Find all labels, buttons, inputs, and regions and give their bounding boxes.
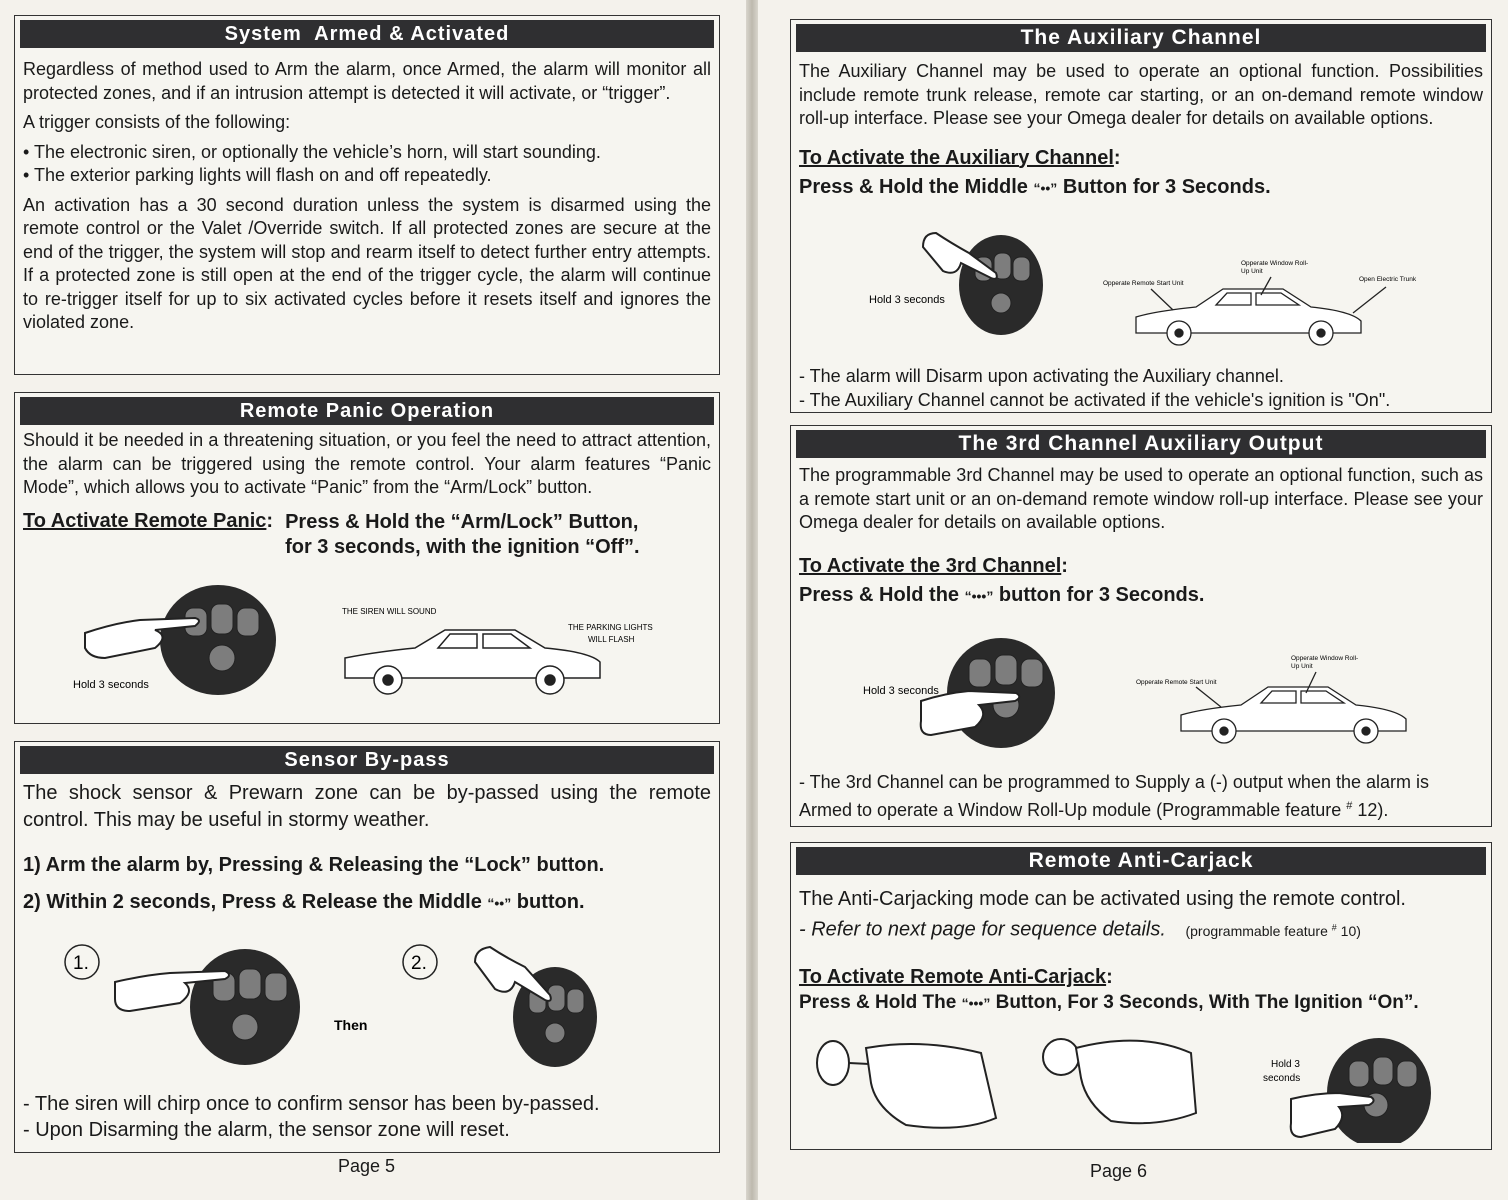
step1-badge-label: 1.	[73, 953, 89, 974]
ignition-key-on-icon	[1043, 1039, 1196, 1123]
panic-lights-caption-2: WILL FLASH	[588, 635, 635, 644]
carjack-instruction	[799, 991, 1483, 1015]
bypass-illustration	[55, 937, 675, 1077]
third-note	[799, 770, 1483, 822]
third-note-hash: #	[1346, 800, 1353, 812]
bypass-step2-symbol: “••”	[487, 895, 512, 911]
aux-cap-window-1: Opperate Window Roll-	[1241, 260, 1309, 267]
carjack-refer: - Refer to next page for sequence details.	[799, 918, 1166, 941]
third-note-text: - The 3rd Channel can be programmed to Supply a (-) output when the alarm is Armed to operate a Window Roll-Up module (Programmable feature	[799, 772, 1429, 820]
aux-instruction	[799, 176, 1483, 201]
aux-note2: - The Auxiliary Channel cannot be activated if the vehicle's ignition is "On".	[799, 390, 1391, 410]
panic-instruction-line2: for 3 seconds, with the ignition “Off”.	[285, 535, 640, 558]
aux-instruction-text: Press & Hold the Middle	[799, 176, 1034, 198]
panic-title: Remote Panic Operation	[20, 397, 714, 425]
armed-section	[14, 15, 720, 375]
aux-colon: :	[1113, 146, 1121, 169]
armed-intro: Regardless of method used to Arm the alarm, once Armed, the alarm will monitor all protected zones, and if an intrusion attempt is detected it will activate, or “trigger”.	[23, 59, 711, 103]
remote-fob-icon	[1327, 1038, 1431, 1143]
third-illustration	[851, 631, 1471, 756]
bypass-section	[14, 741, 720, 1153]
aux-title: The Auxiliary Channel	[796, 24, 1486, 52]
bypass-step2-end: button.	[511, 891, 585, 913]
panic-section	[14, 392, 720, 724]
third-cap-window-1: Opperate Window Roll-	[1291, 655, 1359, 662]
third-note-end: 12).	[1352, 800, 1389, 820]
carjack-body: The Anti-Carjacking mode can be activated using the remote control.	[799, 888, 1406, 910]
armed-bullet-list	[23, 141, 711, 188]
remote-fob-step1-icon	[190, 949, 300, 1065]
page-number-left: Page 5	[338, 1156, 396, 1176]
bypass-note1: - The siren will chirp once to confirm sensor has been by-passed.	[23, 1093, 600, 1115]
third-activate-label: To Activate the 3rd Channel	[799, 554, 1062, 577]
aux-hold-caption: Hold 3 seconds	[869, 294, 945, 306]
carjack-feature-end: 10)	[1336, 922, 1361, 939]
ignition-key-off-icon	[817, 1041, 996, 1128]
aux-section	[790, 19, 1492, 413]
bypass-title: Sensor By-pass	[20, 746, 714, 774]
third-activate-row	[799, 555, 1483, 579]
panic-body: Should it be needed in a threatening situation, or you feel the need to attract attention, the alarm can be triggered using the remote control. Your alarm features “Panic Mode”, which allows you to activate “Panic” from the “Arm/Lock” button.	[23, 430, 711, 497]
panic-colon: :	[266, 509, 274, 532]
panic-instruction-line1: Press & Hold the “Arm/Lock” Button,	[285, 510, 639, 533]
remote-fob-icon	[959, 235, 1043, 335]
remote-fob-icon	[160, 585, 276, 695]
panic-siren-caption: THE SIREN WILL SOUND	[342, 607, 437, 616]
armed-title: System Armed & Activated	[20, 20, 714, 48]
carjack-hold-caption-2: seconds	[1263, 1073, 1301, 1084]
carjack-activate-label: To Activate Remote Anti-Carjack	[799, 965, 1107, 988]
aux-activate-label: To Activate the Auxiliary Channel	[799, 146, 1114, 169]
aux-note1: - The alarm will Disarm upon activating the Auxiliary channel.	[799, 366, 1284, 386]
armed-details: An activation has a 30 second duration unless the system is disarmed using the remote control or the Valet /Override switch. If all protected zones are secure at the end of the trigger, the system will stop and rearm itself to detect further entry attempts. If a protected zone is still open at the end of the trigger cycle, the alarm will continue to re-trigger itself for up to six activated cycles before it resets itself and ignores the violated zone.	[23, 194, 711, 332]
panic-illustration	[45, 578, 705, 708]
aux-activate-row	[799, 147, 1483, 171]
car-icon	[345, 630, 600, 694]
aux-body: The Auxiliary Channel may be used to operate an optional function. Possibilities include remote trunk release, remote car starting, or an on-demand remote window roll-up interface. Please see your Omega dealer for details on available options.	[799, 61, 1483, 128]
third-cap-window-2: Up Unit	[1291, 663, 1313, 670]
panic-instruction-row	[23, 510, 711, 560]
carjack-section	[790, 842, 1492, 1150]
carjack-colon: :	[1106, 965, 1113, 988]
carjack-feature-text: (programmable feature	[1185, 922, 1332, 939]
carjack-feature	[1185, 923, 1360, 939]
panic-activate-label: To Activate Remote Panic	[23, 509, 267, 532]
bypass-note2: - Upon Disarming the alarm, the sensor zone will reset.	[23, 1119, 510, 1141]
aux-cap-trunk: Open Electric Trunk	[1359, 276, 1417, 283]
carjack-instruction-end: Button, For 3 Seconds, With The Ignition “On”.	[990, 991, 1419, 1013]
panic-hold-caption: Hold 3 seconds	[73, 679, 149, 691]
carjack-hold-caption-1: Hold 3	[1271, 1059, 1300, 1070]
aux-illustration	[851, 225, 1471, 355]
armed-bullet-lights: • The exterior parking lights will flash on and off repeatedly.	[23, 165, 492, 185]
carjack-title: Remote Anti-Carjack	[796, 847, 1486, 875]
armed-bullet-siren: • The electronic siren, or optionally the vehicle’s horn, will start sounding.	[23, 141, 601, 162]
third-cap-start: Opperate Remote Start Unit	[1136, 679, 1217, 686]
page-number-right: Page 6	[1090, 1161, 1148, 1181]
bypass-step2-text: 2) Within 2 seconds, Press & Release the Middle	[23, 891, 488, 913]
third-instruction-end: button for 3 Seconds.	[993, 584, 1205, 606]
aux-instruction-symbol: “••”	[1033, 180, 1058, 196]
third-colon: :	[1061, 554, 1068, 577]
third-instruction-symbol: “•••”	[964, 588, 994, 604]
third-hold-caption: Hold 3 seconds	[863, 685, 939, 697]
bypass-body: The shock sensor & Prewarn zone can be by-passed using the remote control. This may be useful in stormy weather.	[23, 782, 711, 831]
armed-trigger-lead: A trigger consists of the following:	[23, 112, 291, 132]
carjack-feature-hash: #	[1331, 922, 1337, 932]
book-spine	[746, 0, 758, 1200]
aux-cap-window-2: Up Unit	[1241, 268, 1263, 275]
carjack-instruction-symbol: “•••”	[961, 994, 991, 1011]
then-label: Then	[334, 1017, 368, 1033]
third-instruction	[799, 584, 1483, 609]
step2-badge-label: 2.	[411, 953, 427, 974]
carjack-instruction-text: Press & Hold The	[799, 991, 962, 1013]
carjack-refer-row	[799, 913, 1483, 945]
third-instruction-text: Press & Hold the	[799, 584, 965, 606]
third-channel-section	[790, 425, 1492, 827]
third-body: The programmable 3rd Channel may be used to operate an optional function, such as a remote start unit or an on-demand remote window roll-up interface. Please see your Omega dealer for details on available options.	[799, 465, 1483, 532]
carjack-illustration	[811, 1033, 1471, 1143]
aux-instruction-end: Button for 3 Seconds.	[1057, 176, 1271, 198]
bypass-step1: 1) Arm the alarm by, Pressing & Releasing the “Lock” button.	[23, 854, 605, 876]
bypass-step2	[23, 889, 711, 917]
carjack-activate-row	[799, 963, 1483, 991]
aux-cap-start: Opperate Remote Start Unit	[1103, 280, 1184, 287]
third-title: The 3rd Channel Auxiliary Output	[796, 430, 1486, 458]
panic-lights-caption-1: THE PARKING LIGHTS	[568, 623, 653, 632]
car-icon	[1136, 277, 1386, 345]
